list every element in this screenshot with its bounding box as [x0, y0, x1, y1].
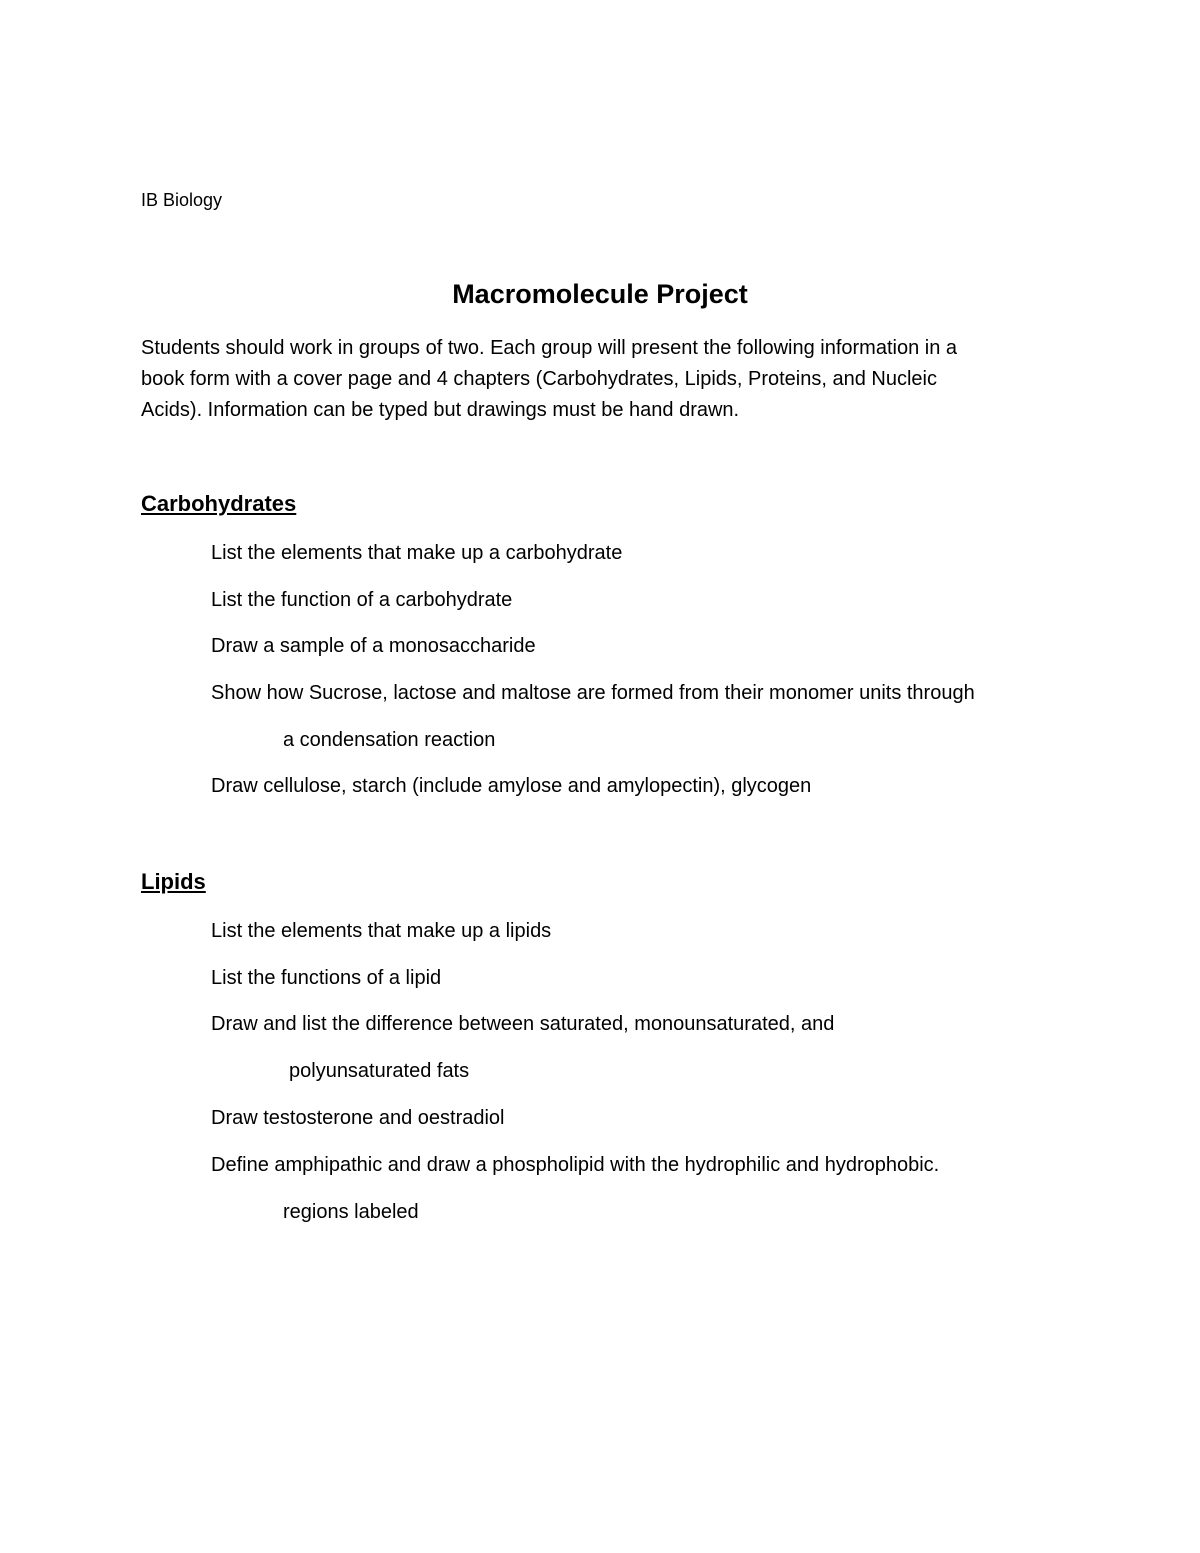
intro-line: Students should work in groups of two. Each group will present the following information in a: [141, 337, 958, 359]
list-item-continuation: regions labeled: [283, 1201, 419, 1223]
list-item: Draw and list the difference between saturated, monounsaturated, and: [211, 1013, 835, 1035]
list-item: List the functions of a lipid: [211, 967, 442, 989]
list-item: Define amphipathic and draw a phospholipid with the hydrophilic and hydrophobic.: [211, 1154, 940, 1176]
list-item: List the elements that make up a carbohydrate: [211, 542, 623, 564]
page-title: Macromolecule Project: [452, 279, 748, 309]
list-item-continuation: polyunsaturated fats: [289, 1060, 470, 1082]
intro-paragraph: [141, 333, 1061, 426]
course-label: IB Biology: [141, 190, 223, 210]
section-heading-lipids: Lipids: [141, 869, 206, 894]
list-item: List the elements that make up a lipids: [211, 920, 552, 942]
intro-line: book form with a cover page and 4 chapters (Carbohydrates, Lipids, Proteins, and Nucleic: [141, 368, 937, 390]
section-heading-carbohydrates: Carbohydrates: [141, 491, 297, 516]
list-item: Draw a sample of a monosaccharide: [211, 635, 536, 657]
intro-line: Acids). Information can be typed but drawings must be hand drawn.: [141, 399, 740, 421]
list-item: Draw cellulose, starch (include amylose and amylopectin), glycogen: [211, 775, 812, 797]
list-item: List the function of a carbohydrate: [211, 589, 513, 611]
list-item: Show how Sucrose, lactose and maltose are formed from their monomer units through: [211, 682, 975, 704]
list-item-continuation: a condensation reaction: [283, 729, 496, 751]
list-item: Draw testosterone and oestradiol: [211, 1107, 505, 1129]
